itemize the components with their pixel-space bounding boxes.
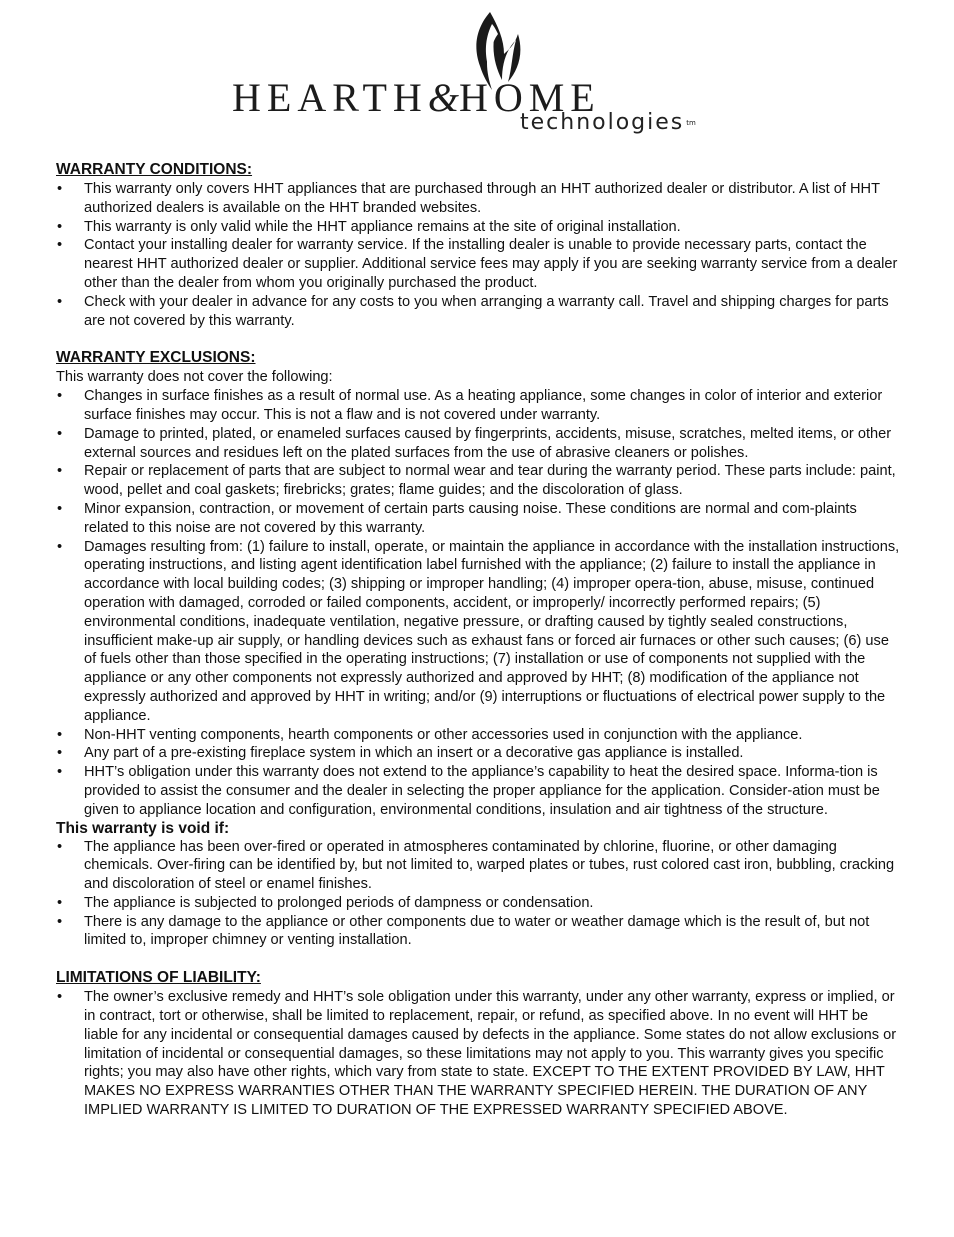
list-item: • This warranty is only valid while the HHT appliance remains at the site of original installation. <box>56 218 902 237</box>
list-item: • The appliance has been over-fired or operated in atmospheres contaminated by chlorine, fluorine, or other damaging chemicals. Over-firing can be identified by, but not limited to, warped plates or tubes, rust colored cast iron, bubbling, cracking and discoloration of steel or enamel finishes. <box>56 838 902 894</box>
heading-warranty-void: This warranty is void if: <box>56 819 230 837</box>
section-warranty-exclusions <box>56 348 902 819</box>
list-warranty-void <box>56 838 902 951</box>
list-item: • Damages resulting from: (1) failure to install, operate, or maintain the appliance in accordance with the installation instructions, operating instructions, and listing agent identification label furnished with the appliance; (2) failure to install the appliance in accordance with local building codes; (3) shipping or improper handling; (4) improper opera-tion, abuse, misuse, continued operation with damaged, corroded or failed components, accident, or improperly/ incorrectly performed repairs; (5) environmental conditions, inadequate ventilation, negative pressure, or drafting caused by tightly sealed constructions, insufficient make-up air supply, or handling devices such as exhaust fans or forced air furnaces or other such causes; (6) use of fuels other than those specified in the operating instructions; (7) installation or use of components not supplied with the appliance or any other components not expressly authorized and approved by HHT; (8) modification of the appliance not expressly authorized and approved by HHT in writing; and/or (9) interruptions or fluctuations of electrical power supply to the appliance. <box>56 538 902 726</box>
list-item: • Any part of a pre-existing fireplace system in which an insert or a decorative gas appliance is installed. <box>56 744 902 763</box>
list-item: • This warranty only covers HHT appliances that are purchased through an HHT authorized dealer or distributor. A list of HHT authorized dealers is available on the HHT branded websites. <box>56 180 902 218</box>
list-item: • The appliance is subjected to prolonged periods of dampness or condensation. <box>56 894 902 913</box>
document-body <box>56 160 902 1120</box>
company-logo <box>0 0 954 150</box>
trademark-mark: tm <box>686 119 696 127</box>
list-item: • Non-HHT venting components, hearth components or other accessories used in conjunction with the appliance. <box>56 726 902 745</box>
list-warranty-conditions <box>56 180 902 330</box>
brand-tagline <box>520 110 696 136</box>
exclusions-intro: This warranty does not cover the following: <box>56 369 333 386</box>
brand-word-hearth: HEARTH <box>232 75 428 120</box>
list-item: • Changes in surface finishes as a result of normal use. As a heating appliance, some changes in color of interior and exterior surface finishes may occur. This is not a flaw and is not covered under warranty. <box>56 387 902 425</box>
section-warranty-conditions <box>56 160 902 330</box>
list-item: • Damage to printed, plated, or enameled surfaces caused by fingerprints, accidents, misuse, scratches, melted items, or other external sources and residues left on the plated surfaces from the use of abrasive cleaners or polishes. <box>56 425 902 463</box>
brand-ampersand: & <box>427 75 459 120</box>
brand-word-home: HOME <box>458 75 601 120</box>
list-item: • There is any damage to the appliance or other components due to water or weather damage which is the result of, but not limited to, improper chimney or venting installation. <box>56 913 902 951</box>
tagline-text: technologies <box>520 110 685 135</box>
heading-limitations: LIMITATIONS OF LIABILITY: <box>56 969 261 987</box>
list-warranty-exclusions <box>56 387 902 819</box>
heading-warranty-conditions: WARRANTY CONDITIONS: <box>56 161 253 178</box>
section-warranty-void <box>56 820 902 951</box>
list-item: • Repair or replacement of parts that are subject to normal wear and tear during the warranty period. These parts include: paint, wood, pellet and coal gaskets; firebricks; grates; flame guides; and the discoloration of glass. <box>56 462 902 500</box>
list-item: • Minor expansion, contraction, or movement of certain parts causing noise. These conditions are normal and com-plaints related to this noise are not covered by this warranty. <box>56 500 902 538</box>
heading-warranty-exclusions: WARRANTY EXCLUSIONS: <box>56 349 256 367</box>
list-item: • Contact your installing dealer for warranty service. If the installing dealer is unable to provide necessary parts, contact the nearest HHT authorized dealer or supplier. Additional service fees may apply if you are seeking warranty service from a dealer other than the dealer from whom you originally purchased the product. <box>56 236 902 292</box>
list-item: • The owner’s exclusive remedy and HHT’s sole obligation under this warranty, under any other warranty, express or implied, or in contract, tort or otherwise, shall be limited to replacement, repair, or refund, as specified above. In no event will HHT be liable for any incidental or consequential damages caused by defects in the appliance. Some states do not allow exclusions or limitation of incidental or consequential damages, so these limitations may not apply to you. This warranty gives you specific rights; you may also have other rights, which vary from state to state. EXCEPT TO THE EXTENT PROVIDED BY LAW, HHT MAKES NO EXPRESS WARRANTIES OTHER THAN THE WARRANTY SPECIFIED HEREIN. THE DURATION OF ANY IMPLIED WARRANTY IS LIMITED TO DURATION OF THE EXPRESSED WARRANTY SPECIFIED ABOVE. <box>56 988 902 1120</box>
section-limitations <box>56 968 902 1120</box>
list-item: • Check with your dealer in advance for any costs to you when arranging a warranty call. Travel and shipping charges for parts are not covered by this warranty. <box>56 293 902 331</box>
list-limitations <box>56 988 902 1120</box>
list-item: • HHT’s obligation under this warranty does not extend to the appliance’s capability to heat the desired space. Informa-tion is provided to assist the consumer and the dealer in selecting the proper appliance for the application. Consider-ation must be given to appliance location and configuration, environmental conditions, insulation and air tightness of the structure. <box>56 763 902 819</box>
